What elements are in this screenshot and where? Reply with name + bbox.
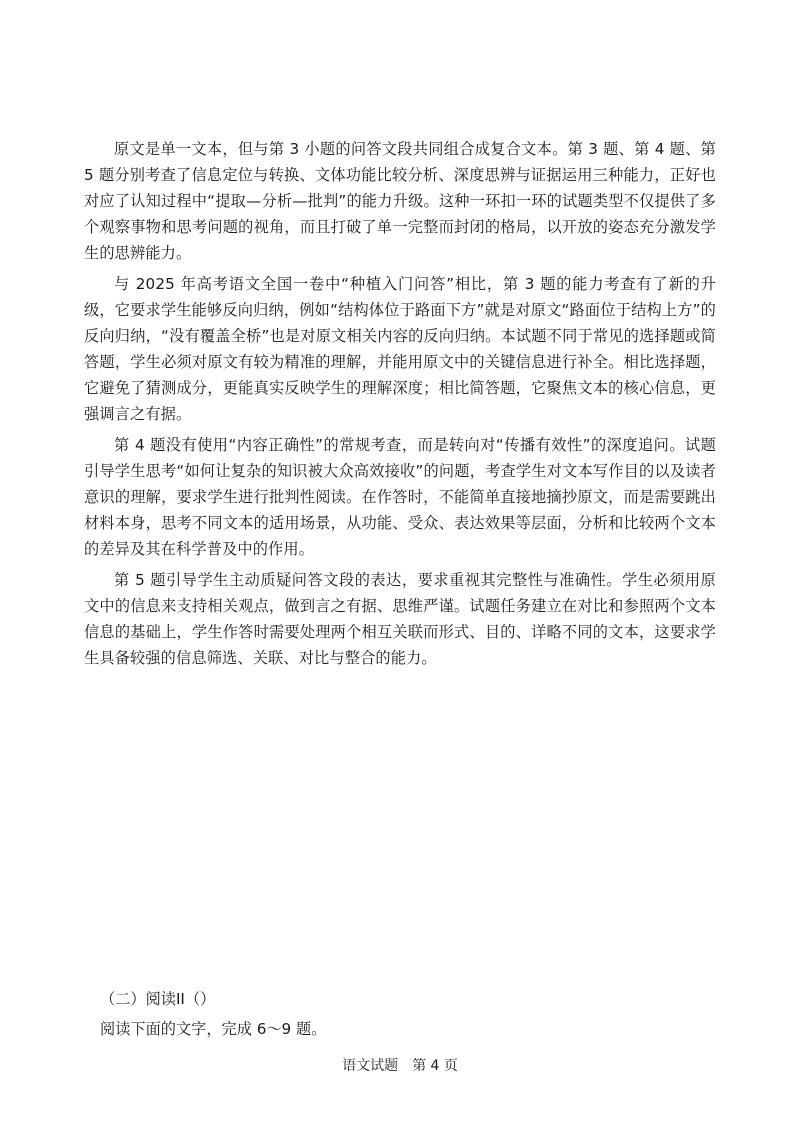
paragraph-question-5: 第 5 题引导学生主动质疑问答文段的表达，要求重视其完整性与准确性。学生必须用原文中的信息来支持相关观点，做到言之有据、思维严谨。试题任务建立在对比和参照两个文本信息的基础上，学生作答时需要处理两个相互关联而形式、目的、详略不同的文本，这要求学生具备较强的信息筛选、关联、对比与整合的能力。 xyxy=(84,571,716,667)
paragraph-question-4: 第 4 题没有使用“内容正确性”的常规考查，而是转向对“传播有效性”的深度追问。试题引导学生思考“如何让复杂的知识被大众高效接收”的问题，考查学生对文本写作目的以及读者意识的理解，要求学生进行批判性阅读。在作答时，不能简单直接地摘抄原文，而是需要跳出材料本身，思考不同文本的适用场景，从功能、受众、表达效果等层面，分析和比较两个文本的差异及其在科学普及中的作用。 xyxy=(84,436,716,558)
paragraph-question-design: 原文是单一文本，但与第 3 小题的问答文段共同组合成复合文本。第 3 题、第 4 题、第 5 题分别考查了信息定位与转换、文体功能比较分析、深度思辨与证据运用三种能力，正好也对应了认知过程中“提取—分析—批判”的能力升级。这种一环扣一环的试题类型不仅提供了多个观察事物和思考问题的视角，而且打破了单一完整而封闭的格局，以开放的姿态充分激发学生的思辨能力。 xyxy=(84,140,716,262)
page-footer: 语文试题 第 4 页 xyxy=(342,1058,458,1074)
section-heading: （二）阅读II（） xyxy=(100,990,216,1008)
commentary-body xyxy=(84,136,716,676)
reading-section xyxy=(100,986,720,1042)
paragraph-question-3: 与 2025 年高考语文全国一卷中“种植入门问答”相比，第 3 题的能力考查有了新的升级，它要求学生能够反向归纳，例如“结构体位于路面下方”就是对原文“路面位于结构上方”的反向归纳，“没有覆盖全桥”也是对原文相关内容的反向归纳。本试题不同于常见的选择题或简答题，学生必须对原文有较为精准的理解，并能用原文中的关键信息进行补全。相比选择题，它避免了猜测成分，更能真实反映学生的理解深度；相比简答题，它聚焦文本的核心信息，更强调言之有据。 xyxy=(84,275,716,423)
section-instruction: 阅读下面的文字，完成 6～9 题。 xyxy=(100,1020,327,1038)
